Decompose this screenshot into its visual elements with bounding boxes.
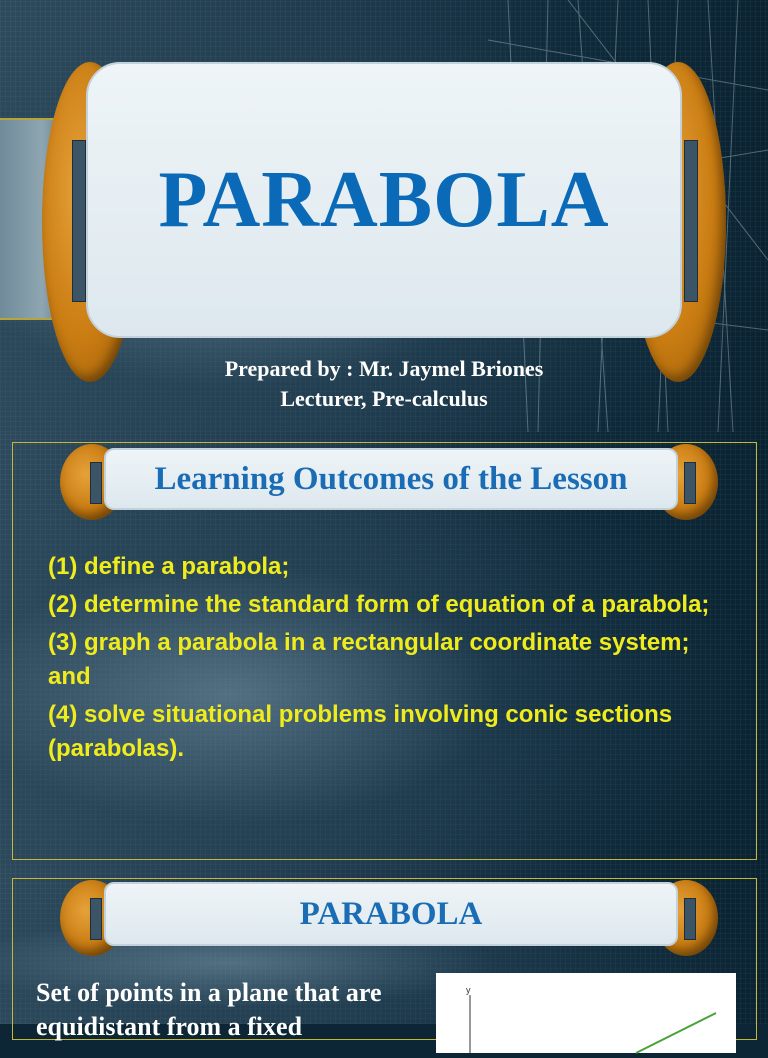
page-title: PARABOLA [158, 155, 610, 244]
scroll-peg-left [72, 140, 86, 302]
author-line: Prepared by : Mr. Jaymel Briones [224, 356, 544, 381]
parabola-graph [436, 973, 736, 1053]
definition-slide [0, 870, 768, 1041]
section-banner [104, 448, 678, 510]
list-item: (2) determine the standard form of equation of a parabola; [48, 591, 710, 618]
section-heading: Learning Outcomes of the Lesson [154, 460, 628, 497]
scroll-peg-right [684, 898, 696, 940]
title-banner [86, 62, 682, 338]
list-item: (3) graph a parabola in a rectangular coordinate system; and [48, 629, 690, 690]
parabola-curve [636, 1013, 716, 1053]
graph-svg [436, 973, 736, 1053]
outcomes-list [48, 550, 728, 770]
y-axis-label: y [466, 985, 471, 995]
scroll-peg-left [90, 898, 102, 940]
scroll-peg-right [684, 462, 696, 504]
list-item: (4) solve situational problems involving conic sections (parabolas). [48, 701, 673, 762]
section-banner [104, 882, 678, 946]
scroll-peg-left [90, 462, 102, 504]
scroll-peg-right [684, 140, 698, 302]
section-heading: PARABOLA [299, 895, 483, 932]
definition-text: Set of points in a plane that are equidistant from a fixed [36, 978, 382, 1041]
list-item: (1) define a parabola; [48, 553, 290, 580]
learning-outcomes-slide [0, 432, 768, 870]
author-role: Lecturer, Pre-calculus [280, 386, 488, 411]
title-slide [0, 0, 768, 432]
